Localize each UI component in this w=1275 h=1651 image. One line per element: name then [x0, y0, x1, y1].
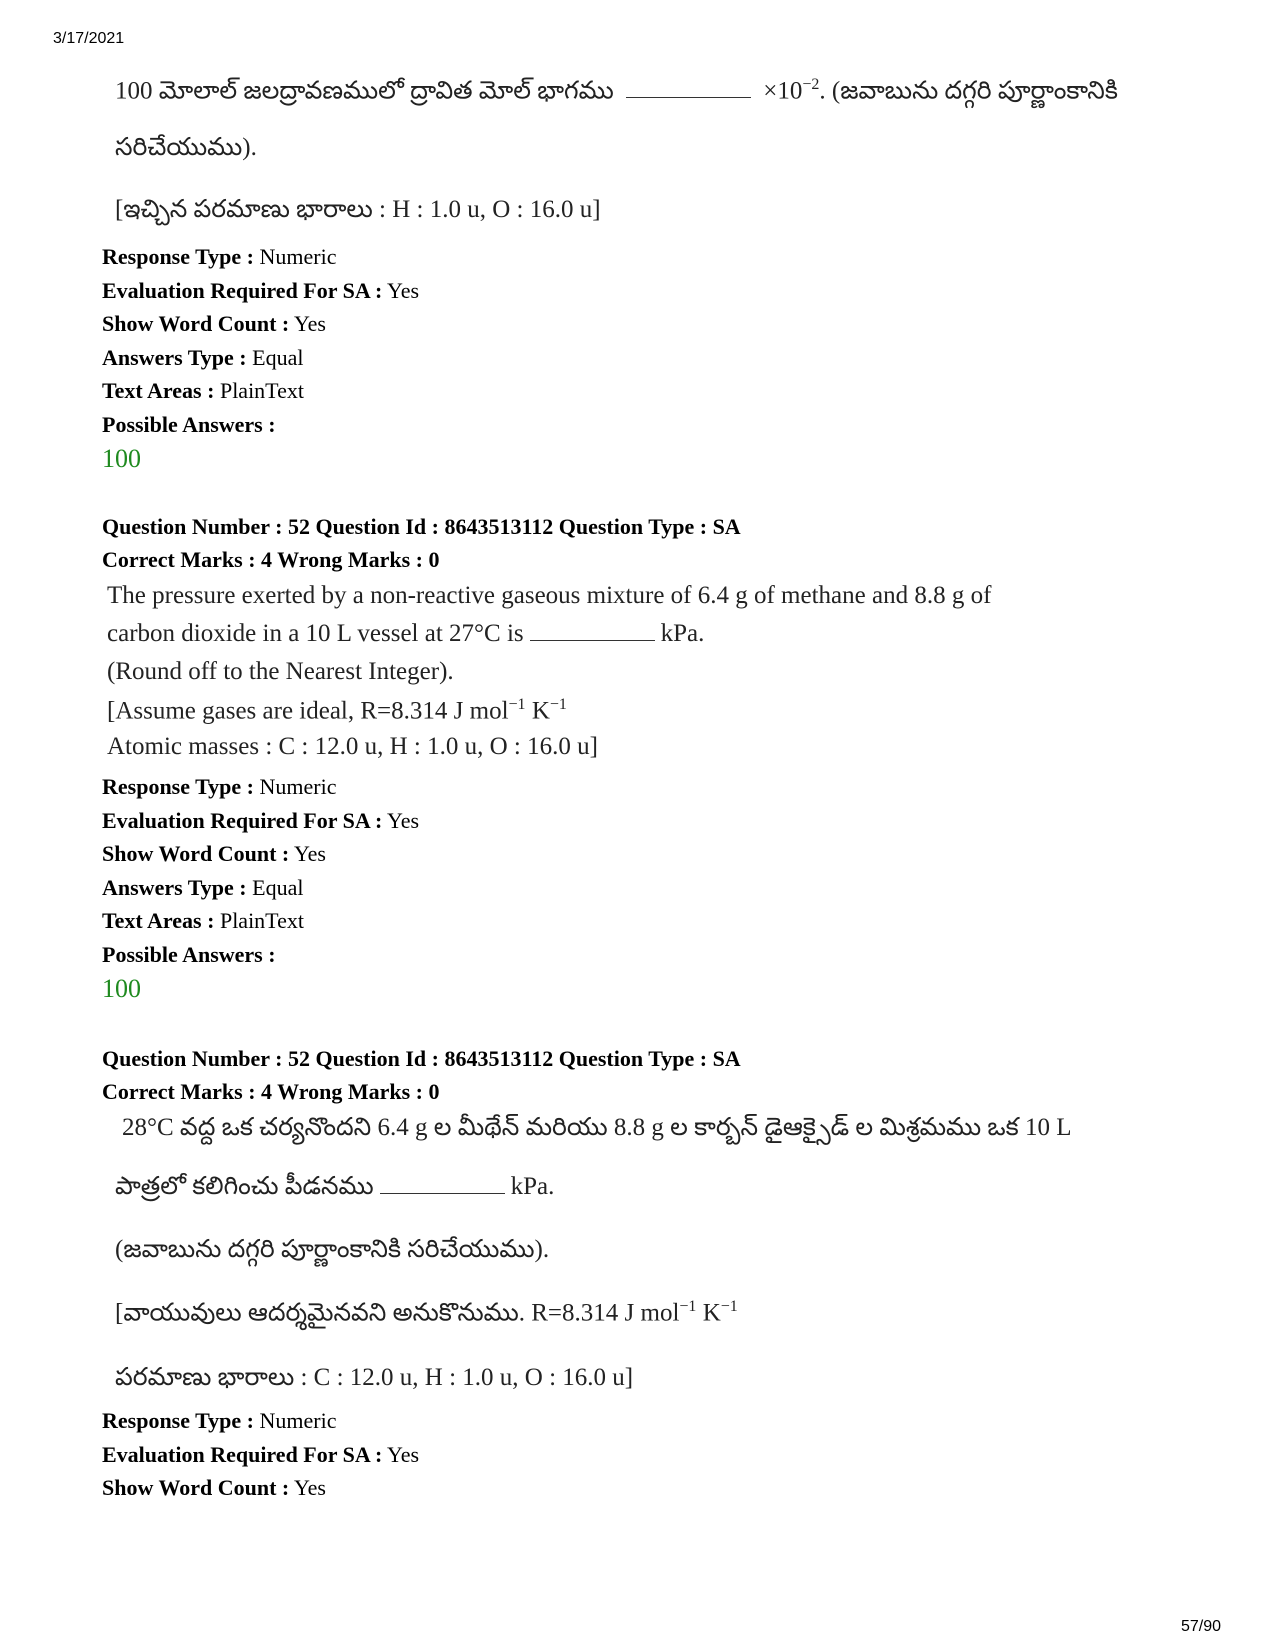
multiplier: ×10 [763, 77, 803, 105]
question-meta-1 [102, 240, 1215, 477]
evaluation-required: Evaluation Required For SA : Yes [102, 807, 420, 833]
question-line-text: 100 మోలాల్ జలద్రావణములో ద్రావిత మోల్ భాగము [115, 77, 614, 105]
marks-line: Correct Marks : 4 Wrong Marks : 0 [102, 547, 440, 572]
possible-answer: 100 [102, 444, 141, 473]
question-line: (జవాబును దగ్గరి పూర్ణాంకానికి సరిచేయుము). [115, 1236, 550, 1263]
question-meta-2 [102, 770, 1215, 1007]
question-line: carbon dioxide in a 10 L vessel at 27°C is kPa. [107, 620, 705, 647]
question-line: [ఇచ్చిన పరమాణు భారాలు : H : 1.0 u, O : 16.0 u] [115, 196, 601, 223]
question-line: పాత్రలో కలిగించు పీడనము kPa. [115, 1173, 555, 1200]
show-word-count: Show Word Count : Yes [102, 841, 326, 866]
response-type: Response Type : Numeric [102, 774, 337, 799]
show-word-count: Show Word Count : Yes [102, 311, 326, 336]
evaluation-required: Evaluation Required For SA : Yes [102, 1441, 420, 1467]
question-line [115, 76, 1118, 111]
answers-type: Answers Type : Equal [102, 874, 304, 900]
question-header-2 [102, 510, 1215, 576]
question-line: Atomic masses : C : 12.0 u, H : 1.0 u, O : 16.0 u] [107, 733, 598, 760]
possible-answers-label: Possible Answers : [102, 941, 276, 967]
possible-answer: 100 [102, 974, 141, 1003]
question-line: [Assume gases are ideal, R=8.314 J mol$^{-1}$ $K^{-1}$ [107, 696, 567, 725]
answers-type: Answers Type : Equal [102, 344, 304, 370]
show-word-count: Show Word Count : Yes [102, 1475, 326, 1500]
question-line-text: . (జవాబును దగ్గరి పూర్ణాంకానికి [819, 77, 1118, 105]
answer-blank [380, 1175, 505, 1194]
question-line: పరమాణు భారాలు : C : 12.0 u, H : 1.0 u, O : 16.0 u] [115, 1364, 634, 1391]
marks-line: Correct Marks : 4 Wrong Marks : 0 [102, 1079, 440, 1104]
question-line: [వాయువులు ఆదర్శమైనవని అనుకొనుము. R=8.314 J mol$^{-1}$ $K^{-1}$ [115, 1298, 738, 1327]
text-areas: Text Areas : PlainText [102, 378, 304, 403]
answer-blank [626, 79, 751, 98]
question-line: The pressure exerted by a non-reactive gaseous mixture of 6.4 g of methane and 8.8 g of [107, 582, 992, 609]
response-type: Response Type : Numeric [102, 244, 337, 269]
possible-answers-label: Possible Answers : [102, 411, 276, 437]
question-line: సరిచేయుము). [115, 134, 257, 161]
text-areas: Text Areas : PlainText [102, 908, 304, 933]
question-line: 28°C వద్ద ఒక చర్యనొందని 6.4 g ల మీథేన్ మరియు 8.8 g ల కార్బన్ డైఆక్సైడ్ ల మిశ్రమము ఒక 10 L [122, 1114, 1072, 1141]
question-meta-3 [102, 1404, 1215, 1505]
question-line: (Round off to the Nearest Integer). [107, 658, 454, 685]
question-number-line: Question Number : 52 Question Id : 8643513112 Question Type : SA [102, 1046, 741, 1071]
response-type: Response Type : Numeric [102, 1408, 337, 1433]
evaluation-required: Evaluation Required For SA : Yes [102, 277, 420, 303]
exponent: −2 [802, 76, 820, 93]
page-number: 57/90 [1181, 1618, 1222, 1635]
question-header-3 [102, 1042, 1215, 1108]
answer-blank [530, 622, 655, 641]
question-number-line: Question Number : 52 Question Id : 8643513112 Question Type : SA [102, 514, 741, 539]
print-date: 3/17/2021 [53, 30, 125, 47]
